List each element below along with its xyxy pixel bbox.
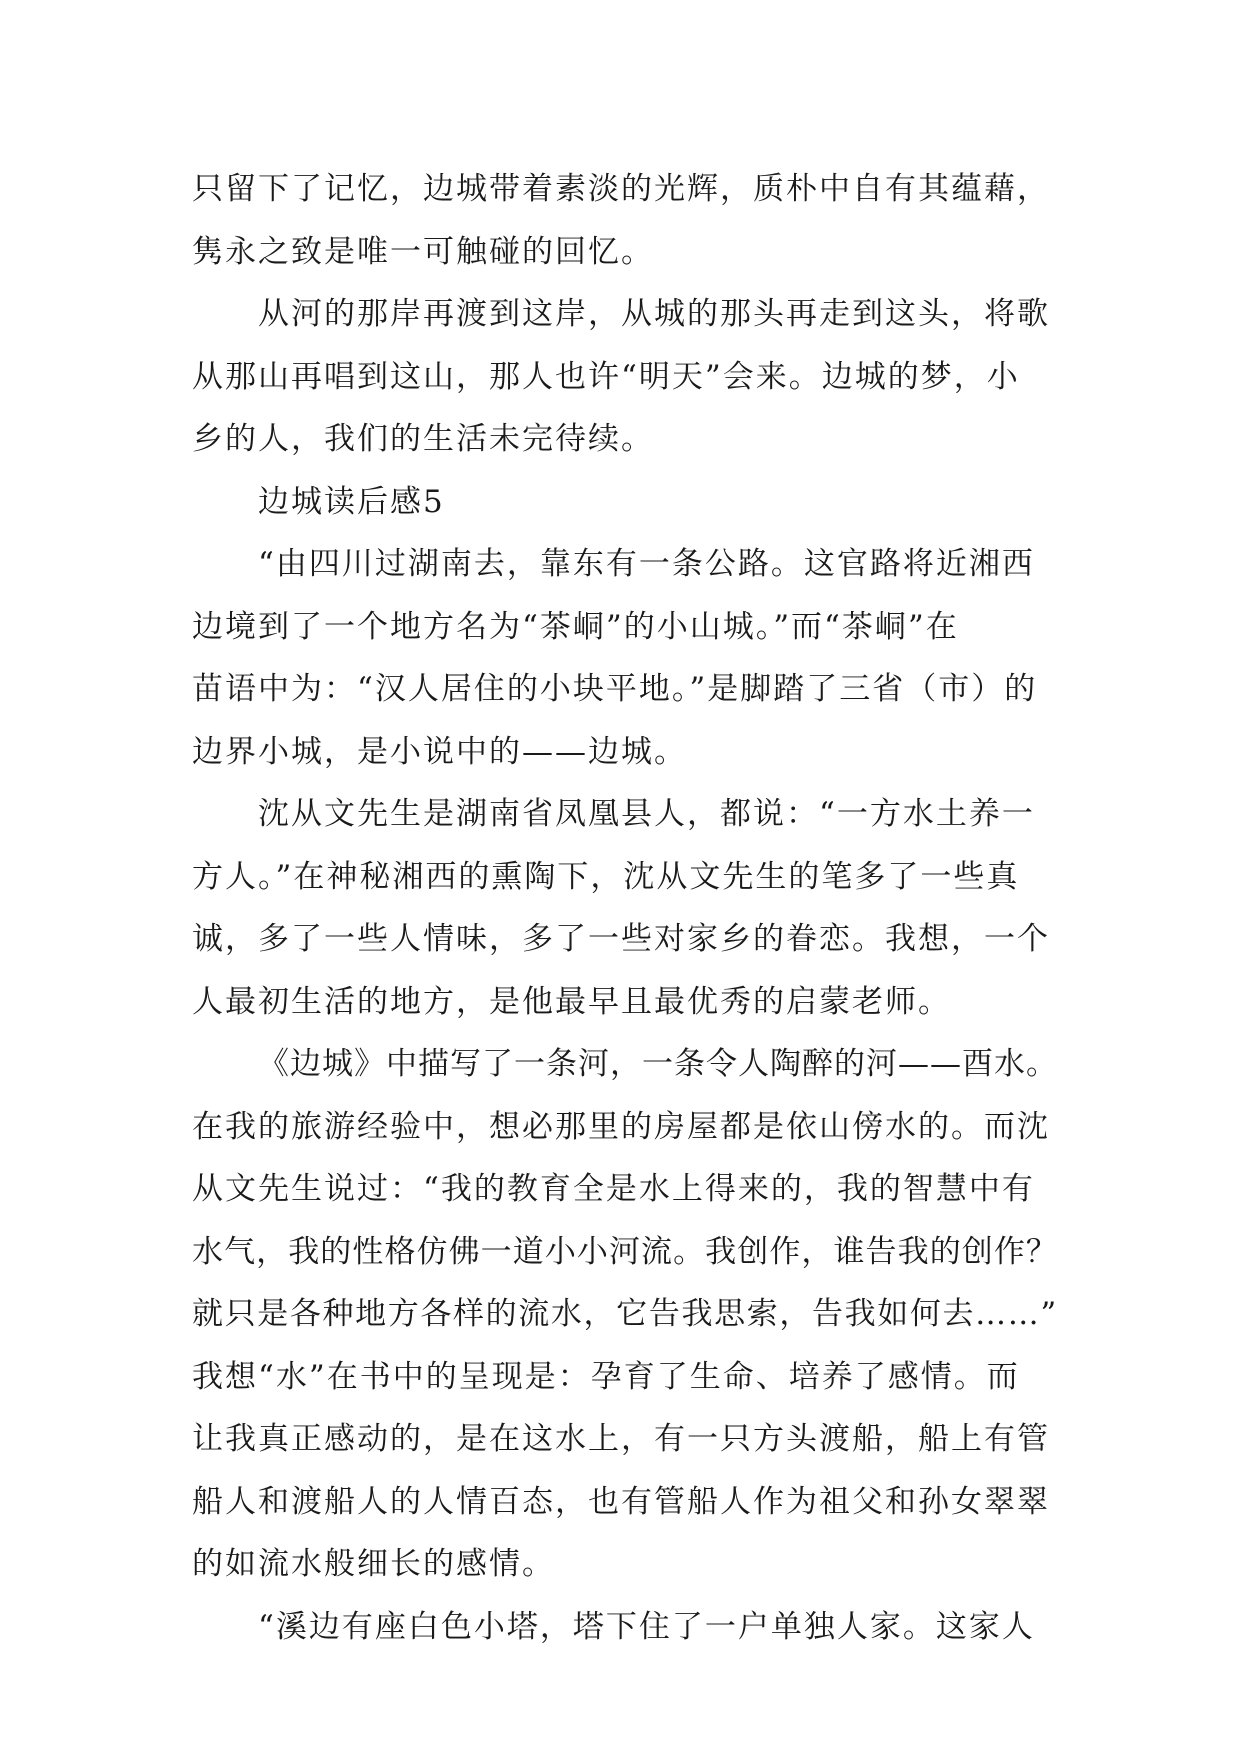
paragraph-start-line: “由四川过湖南去，靠东有一条公路。这官路将近湘西 — [258, 546, 1035, 582]
text-line: 船人和渡船人的人情百态，也有管船人作为祖父和孙女翠翠 — [192, 1483, 1050, 1520]
text-line: 隽永之致是唯一可触碰的回忆。 — [192, 233, 654, 270]
text-line: 诚，多了一些人情味，多了一些对家乡的眷恋。我想，一个 — [192, 921, 1050, 957]
text-line: 水气，我的性格仿佛一道小小河流。我创作，谁告我的创作？ — [192, 1233, 1058, 1270]
text-line: 边境到了一个地方名为“茶峒”的小山城。”而“茶峒”在 — [192, 608, 959, 645]
text-line: 只留下了记忆，边城带着素淡的光辉，质朴中自有其蕴藉， — [192, 171, 1050, 207]
text-line: 在我的旅游经验中，想必那里的房屋都是依山傍水的。而沈 — [192, 1108, 1050, 1145]
text-line: 边界小城，是小说中的——边城。 — [192, 733, 687, 770]
essay-body — [192, 158, 1058, 1658]
text-line: 我想“水”在书中的呈现是：孕育了生命、培养了感情。而 — [192, 1358, 1020, 1395]
text-line: 乡的人，我们的生活未完待续。 — [192, 421, 654, 457]
paragraph-start-line: 《边城》中描写了一条河，一条令人陶醉的河——酉水。 — [258, 1046, 1058, 1082]
text-line: 让我真正感动的，是在这水上，有一只方头渡船，船上有管 — [192, 1421, 1050, 1457]
text-line: 从那山再唱到这山，那人也许“明天”会来。边城的梦，小 — [192, 358, 1020, 395]
section-heading: 边城读后感5 — [258, 483, 445, 520]
paragraph-start-line: 从河的那岸再渡到这岸，从城的那头再走到这头，将歌 — [258, 296, 1050, 332]
text-line: 人最初生活的地方，是他最早且最优秀的启蒙老师。 — [192, 983, 951, 1020]
text-line: 从文先生说过：“我的教育全是水上得来的，我的智慧中有 — [192, 1171, 1035, 1207]
text-line: 就只是各种地方各样的流水，它告我思索，告我如何去……” — [192, 1296, 1058, 1332]
paragraph-start-line: 沈从文先生是湖南省凤凰县人，都说：“一方水土养一 — [258, 796, 1035, 832]
text-line: 苗语中为：“汉人居住的小块平地。”是脚踏了三省（市）的 — [192, 671, 1038, 707]
text-line: 方人。”在神秘湘西的熏陶下，沈从文先生的笔多了一些真 — [192, 858, 1020, 895]
paragraph-start-line: “溪边有座白色小塔，塔下住了一户单独人家。这家人 — [258, 1608, 1035, 1645]
text-line: 的如流水般细长的感情。 — [192, 1546, 555, 1582]
